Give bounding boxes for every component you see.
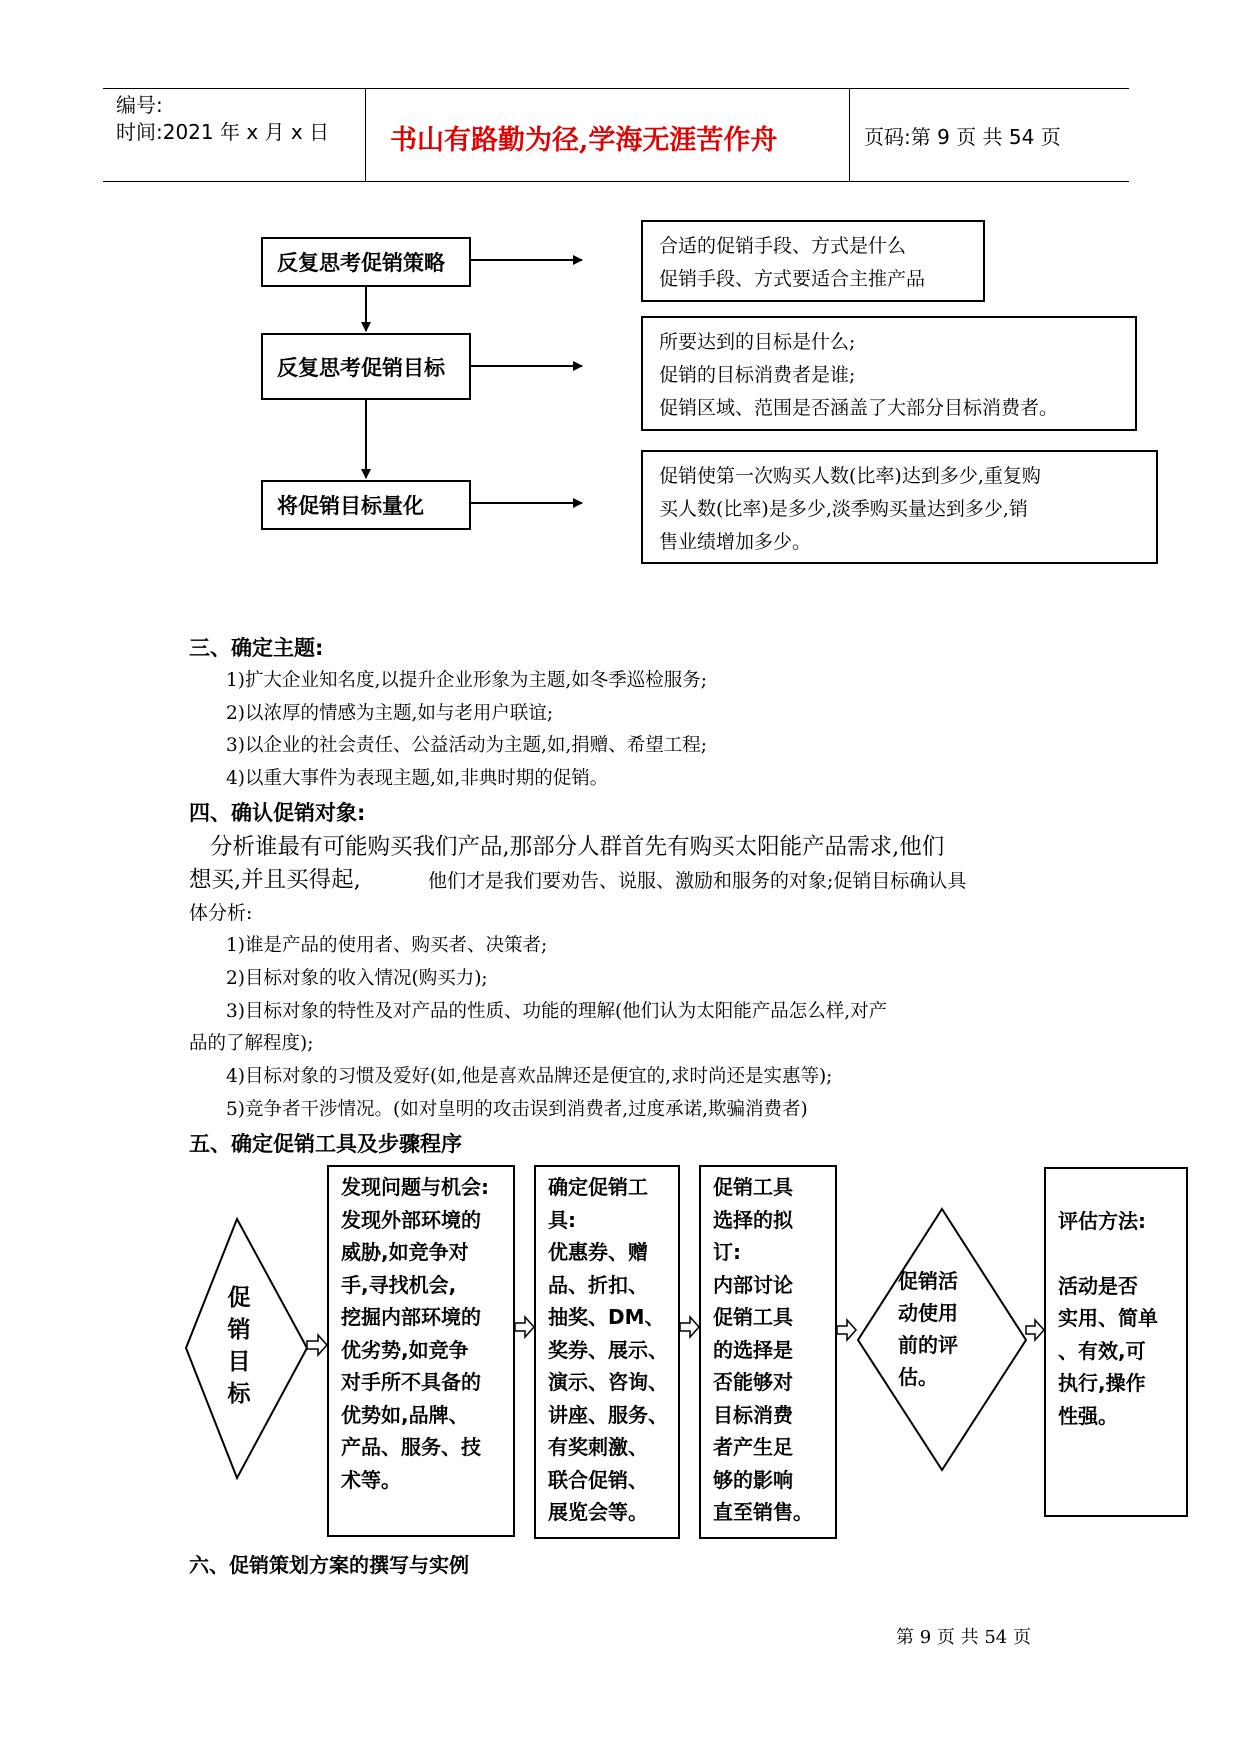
note-line: 促销使第一次购买人数(比率)达到多少,重复购: [659, 465, 1041, 487]
step-line: 挖掘内部环境的: [341, 1305, 481, 1329]
list-item: 2)以浓厚的情感为主题,如与老用户联谊;: [226, 703, 554, 724]
paragraph-line: 分析谁最有可能购买我们产品,那部分人群首先有购买太阳能产品需求,他们: [210, 834, 945, 860]
diamond-char: 销: [227, 1317, 251, 1343]
hollow-arrow-icon: [515, 1317, 534, 1337]
hollow-arrow-icon: [680, 1317, 699, 1337]
step-line: 者产生足: [713, 1435, 793, 1459]
step-line: 活动是否: [1058, 1273, 1138, 1298]
step-line: 优惠券、赠: [548, 1240, 648, 1264]
step-line: 的选择是: [713, 1337, 793, 1362]
step-line: 执行,操作: [1058, 1371, 1146, 1395]
step-line: 实用、简单: [1058, 1306, 1158, 1330]
header-page: 页码:第 9 页 共 54 页: [864, 125, 1061, 149]
note-line: 所要达到的目标是什么;: [659, 331, 856, 353]
step-line: 优势如,品牌、: [341, 1402, 469, 1427]
paragraph-line: 他们才是我们要劝告、说服、激励和服务的对象;促销目标确认具: [428, 870, 967, 892]
hollow-arrow-icon: [837, 1320, 856, 1340]
step-line: 术等。: [341, 1467, 401, 1492]
list-item: 品的了解程度);: [189, 1033, 314, 1054]
step-line: 具:: [548, 1207, 576, 1232]
list-item: 2)目标对象的收入情况(购买力);: [226, 968, 488, 989]
step-box-opportunity: [327, 1165, 515, 1537]
step-line: 评估方法:: [1058, 1209, 1146, 1233]
header-motto: 书山有路勤为径,学海无涯苦作舟: [390, 125, 778, 156]
step-line: 对手所不具备的: [341, 1370, 481, 1394]
step-line: 、有效,可: [1058, 1338, 1146, 1363]
diamond-char: 标: [227, 1381, 251, 1407]
step-line: 优劣势,如竞争: [341, 1337, 469, 1362]
step-line: 选择的拟: [713, 1207, 793, 1232]
step-line: 产品、服务、技: [341, 1435, 481, 1459]
step-line: 发现外部环境的: [341, 1207, 481, 1232]
diamond-line: 促销活: [898, 1269, 958, 1293]
diamond-label-goal: [222, 1282, 256, 1410]
page-footer: 第 9 页 共 54 页: [896, 1627, 1031, 1648]
hollow-arrow-icon: [307, 1335, 327, 1355]
list-item: 1)谁是产品的使用者、购买者、决策者;: [226, 935, 548, 956]
step-line: 目标消费: [713, 1402, 793, 1427]
step-box-method: [1044, 1167, 1188, 1517]
step-line: 促销工具: [713, 1305, 793, 1329]
note-line: 买人数(比率)是多少,淡季购买量达到多少,销: [659, 498, 1028, 520]
note-line: 促销手段、方式要适合主推产品: [659, 268, 926, 290]
step-line: 直至销售。: [713, 1500, 813, 1524]
list-item: 3)以企业的社会责任、公益活动为主题,如,捐赠、希望工程;: [226, 735, 707, 756]
step-line: 威胁,如竞争对: [341, 1240, 469, 1264]
step-line: 讲座、服务、: [548, 1402, 668, 1427]
section-title: 六、促销策划方案的撰写与实例: [189, 1553, 469, 1577]
step-line: 展览会等。: [548, 1500, 648, 1524]
step-line: 抽奖、DM、: [548, 1305, 665, 1329]
flow-step-label: 反复思考促销策略: [277, 251, 445, 275]
step-line: 演示、咨询、: [548, 1370, 668, 1394]
step-line: 够的影响: [713, 1467, 793, 1492]
list-item: 1)扩大企业知名度,以提升企业形象为主题,如冬季巡检服务;: [226, 670, 707, 691]
diamond-label-evaluation: [898, 1265, 958, 1393]
note-line: 售业绩增加多少。: [659, 531, 812, 553]
list-item: 4)以重大事件为表现主题,如,非典时期的促销。: [226, 768, 609, 789]
section-title: 三、确定主题:: [189, 636, 324, 660]
step-line: 奖券、展示、: [548, 1337, 668, 1362]
paragraph-line: 体分析:: [189, 902, 253, 924]
note-line: 合适的促销手段、方式是什么: [659, 235, 907, 257]
step-line: 品、折扣、: [548, 1272, 648, 1297]
list-item: 4)目标对象的习惯及爱好(如,他是喜欢品牌还是便宜的,求时尚还是实惠等);: [226, 1066, 833, 1087]
diamond-line: 动使用: [898, 1301, 958, 1325]
note-line: 促销的目标消费者是谁;: [659, 364, 856, 386]
flow-step-label: 反复思考促销目标: [277, 355, 445, 380]
flow-step-label: 将促销目标量化: [277, 494, 424, 518]
step-line: [1058, 1238, 1174, 1270]
hollow-arrow-icon: [1026, 1320, 1044, 1340]
diamond-line: 前的评: [898, 1333, 958, 1357]
header-number: 编号:: [116, 93, 163, 117]
list-item: 3)目标对象的特性及对产品的性质、功能的理解(他们认为太阳能产品怎么样,对产: [226, 1001, 888, 1022]
diamond-line: 估。: [898, 1365, 938, 1389]
list-item: 5)竞争者干涉情况。(如对皇明的攻击误到消费者,过度承诺,欺骗消费者): [226, 1099, 808, 1120]
step-line: 内部讨论: [713, 1272, 793, 1297]
paragraph-line: 想买,并且买得起,: [189, 867, 361, 893]
section-title: 四、确认促销对象:: [189, 801, 366, 825]
step-line: 确定促销工: [548, 1175, 648, 1199]
section-title: 五、确定促销工具及步骤程序: [189, 1132, 462, 1156]
step-box-selection: [699, 1165, 837, 1539]
step-box-tools: [534, 1165, 680, 1539]
step-line: 手,寻找机会,: [341, 1272, 457, 1297]
step-line: 发现问题与机会:: [341, 1175, 489, 1199]
step-line: 否能够对: [713, 1370, 793, 1394]
header-time: 时间:2021 年 x 月 x 日: [116, 120, 330, 144]
step-line: 有奖刺激、: [548, 1435, 648, 1459]
step-line: 促销工具: [713, 1175, 793, 1199]
step-line: 联合促销、: [548, 1467, 648, 1492]
diamond-char: 目: [227, 1349, 251, 1375]
note-line: 促销区域、范围是否涵盖了大部分目标消费者。: [659, 397, 1059, 419]
diamond-char: 促: [227, 1285, 251, 1311]
step-line: 性强。: [1058, 1403, 1118, 1428]
step-line: 订:: [713, 1240, 741, 1264]
